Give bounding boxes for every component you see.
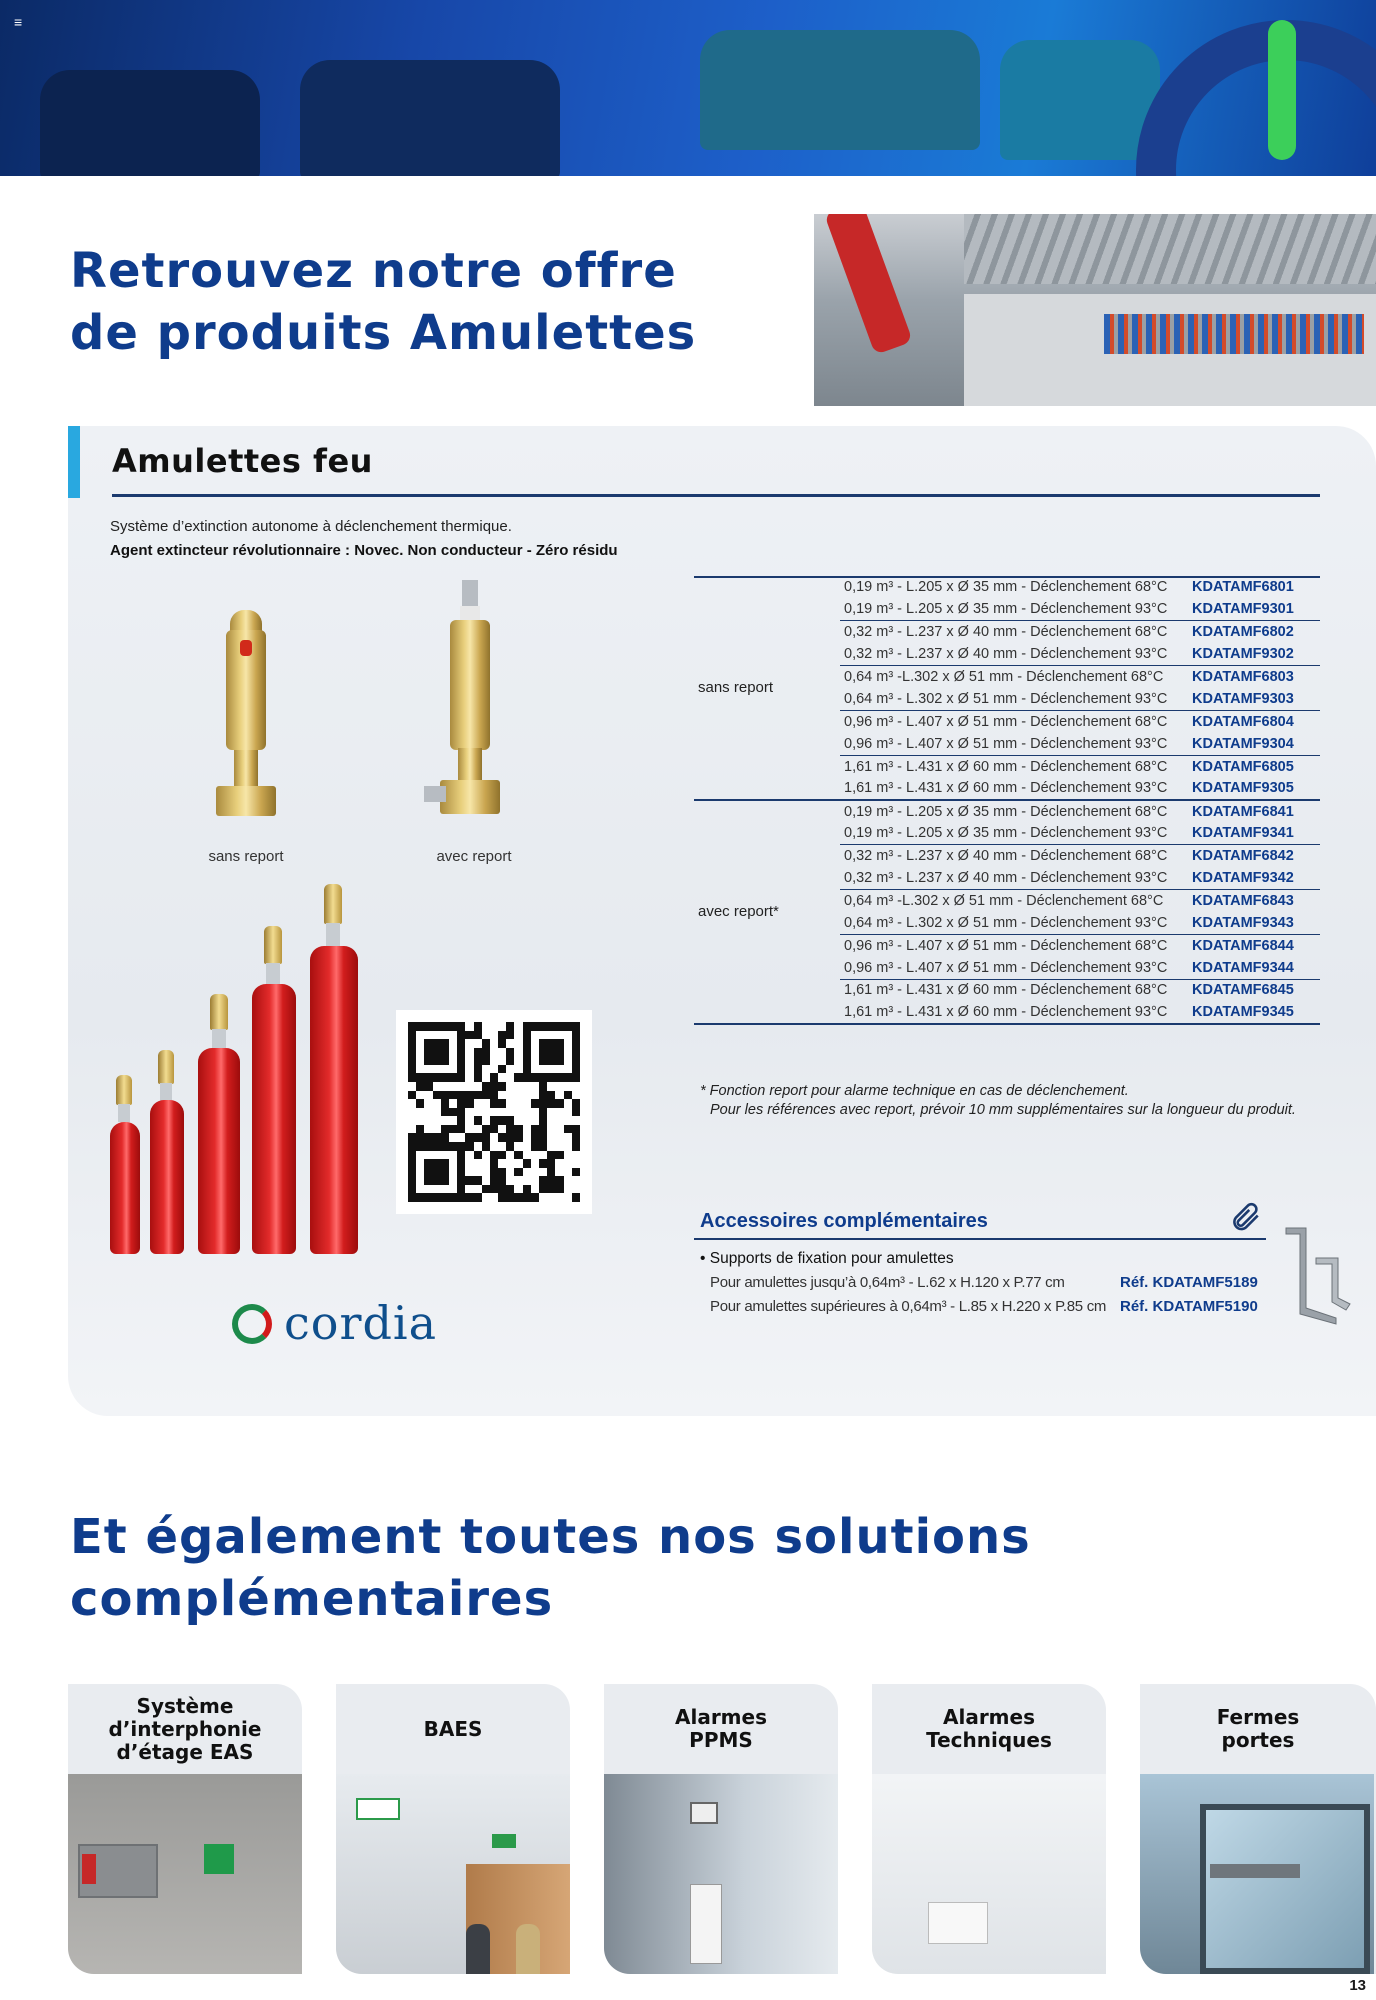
lounge-chair-photo <box>700 30 980 150</box>
accessories-divider <box>694 1238 1266 1240</box>
terminal-block-shape <box>1104 314 1364 354</box>
door-closer-photo <box>1140 1774 1374 1974</box>
lounge-chair-photo <box>1000 40 1160 160</box>
label-sans-report: sans report <box>208 848 284 865</box>
table-cell-description: 1,61 m³ - L.431 x Ø 60 mm - Déclenchement 93°C <box>840 1001 1188 1023</box>
table-cell-reference: KDATAMF6803 <box>1192 669 1294 685</box>
table-cell-description: 0,64 m³ - L.302 x Ø 51 mm - Déclenchement 93°C <box>840 688 1188 710</box>
secondary-title <box>70 1506 1270 1630</box>
lounge-chair-photo <box>300 60 560 176</box>
product-reference-table <box>694 576 1320 1025</box>
table-row <box>694 800 1320 822</box>
table-cell-reference: KDATAMF6844 <box>1192 937 1294 954</box>
decorative-ring <box>1136 20 1376 176</box>
table-cell-reference: KDATAMF9305 <box>1188 778 1320 800</box>
cordia-logo-text: cordia <box>284 1296 438 1350</box>
table-cell-description: 0,32 m³ - L.237 x Ø 40 mm - Déclenchement 93°C <box>840 643 1188 665</box>
amulette-sans-report-image <box>196 600 296 820</box>
table-cell-description: 0,96 m³ - L.407 x Ø 51 mm - Déclenchement 93°C <box>840 733 1188 755</box>
extinguisher-tube-shape <box>824 214 913 355</box>
table-cell-reference: KDATAMF9302 <box>1188 643 1320 665</box>
header-banner <box>0 0 1376 176</box>
electrical-panel-photo <box>814 214 1376 406</box>
table-cell-description: 0,32 m³ - L.237 x Ø 40 mm - Déclenchement 93°C <box>840 867 1188 889</box>
page-title-line: Retrouvez notre offre <box>70 243 677 299</box>
card-baes[interactable] <box>336 1684 570 1974</box>
table-group-label: avec report* <box>694 800 840 1024</box>
page-title-line: de produits Amulettes <box>70 305 697 361</box>
table-cell-reference: KDATAMF9343 <box>1188 912 1320 934</box>
page-number: 13 <box>1349 1977 1366 1994</box>
table-footnote <box>700 1082 1296 1120</box>
section-description: Système d’extinction autonome à déclenchement thermique. <box>110 518 512 535</box>
table-cell-reference: KDATAMF6804 <box>1192 713 1294 730</box>
card-title: Alarmes PPMS <box>674 1705 767 1752</box>
footnote-line: Pour les références avec report, prévoir 10 mm supplémentaires sur la longueur du produit. <box>710 1102 1296 1118</box>
accessory-reference: Réf. KDATAMF5189 <box>1120 1274 1258 1291</box>
table-cell-reference: KDATAMF6842 <box>1192 848 1294 865</box>
table-cell-description: 0,19 m³ - L.205 x Ø 35 mm - Déclenchement 68°C <box>844 579 1168 596</box>
table-cell-reference: KDATAMF6845 <box>1192 982 1294 999</box>
table-cell-description: 0,19 m³ - L.205 x Ø 35 mm - Déclenchement 68°C <box>844 803 1168 820</box>
table-cell-reference: KDATAMF9301 <box>1188 598 1320 620</box>
decorative-bar <box>1268 20 1296 160</box>
card-fermes-portes[interactable] <box>1140 1684 1376 1974</box>
qr-code[interactable] <box>396 1010 592 1214</box>
mounting-bracket-image <box>1276 1218 1356 1328</box>
table-cell-description: 1,61 m³ - L.431 x Ø 60 mm - Déclenchement 93°C <box>840 778 1188 800</box>
card-title: Système d’interphonie d’étage EAS <box>108 1693 262 1764</box>
table-cell-reference: KDATAMF6802 <box>1192 624 1294 641</box>
qr-code-grid <box>408 1022 580 1202</box>
cordia-logo <box>284 1296 437 1350</box>
footnote-line: * Fonction report pour alarme technique en cas de déclenchement. <box>700 1083 1129 1099</box>
section-highlight: Agent extincteur révolutionnaire : Novec. Non conducteur - Zéro résidu <box>110 542 618 559</box>
table-cell-reference: KDATAMF9344 <box>1188 957 1320 979</box>
table-cell-reference: KDATAMF6801 <box>1192 579 1294 596</box>
secondary-title-line: Et également toutes nos solutions <box>70 1509 1031 1565</box>
ppms-alarm-photo <box>604 1774 838 1974</box>
table-cell-reference: KDATAMF9342 <box>1188 867 1320 889</box>
table-cell-reference: KDATAMF6805 <box>1192 758 1294 775</box>
page-title <box>70 240 790 364</box>
table-cell-description: 0,64 m³ -L.302 x Ø 51 mm - Déclenchement 68°C <box>844 669 1164 685</box>
table-cell-description: 0,96 m³ - L.407 x Ø 51 mm - Déclenchement 68°C <box>844 937 1168 954</box>
table-cell-reference: KDATAMF6843 <box>1192 892 1294 909</box>
accessory-description: Pour amulettes supérieures à 0,64m³ - L.85 x H.220 x P.85 cm <box>710 1298 1107 1315</box>
label-avec-report: avec report <box>436 848 512 865</box>
table-cell-description: 0,32 m³ - L.237 x Ø 40 mm - Déclenchement 68°C <box>844 848 1168 865</box>
table-cell-description: 1,61 m³ - L.431 x Ø 60 mm - Déclenchement 68°C <box>844 758 1168 775</box>
table-cell-reference: KDATAMF9345 <box>1188 1001 1320 1023</box>
panel-accent-bar <box>68 426 80 498</box>
accessories-title: Accessoires complémentaires <box>700 1210 988 1232</box>
card-interphonie[interactable] <box>68 1684 302 1974</box>
card-alarmes-techniques[interactable] <box>872 1684 1106 1974</box>
amulette-avec-report-image <box>420 580 520 820</box>
cables-shape <box>964 214 1376 284</box>
card-alarmes-ppms[interactable] <box>604 1684 838 1974</box>
table-cell-description: 0,64 m³ - L.302 x Ø 51 mm - Déclenchement 93°C <box>840 912 1188 934</box>
accessories-bullet: • Supports de fixation pour amulettes <box>700 1250 954 1267</box>
paperclip-icon <box>1228 1200 1262 1243</box>
table-group-label: sans report <box>694 576 840 800</box>
table-cell-reference: KDATAMF6841 <box>1192 803 1294 820</box>
accessory-reference: Réf. KDATAMF5190 <box>1120 1298 1258 1315</box>
lounge-chair-photo <box>40 70 260 176</box>
table-cell-reference: KDATAMF9341 <box>1188 822 1320 844</box>
card-title: Fermes portes <box>1216 1705 1300 1752</box>
table-cell-description: 0,96 m³ - L.407 x Ø 51 mm - Déclenchement 68°C <box>844 713 1168 730</box>
table-cell-reference: KDATAMF9303 <box>1188 688 1320 710</box>
section-divider <box>112 494 1320 497</box>
table-cell-description: 0,64 m³ -L.302 x Ø 51 mm - Déclenchement 68°C <box>844 892 1164 909</box>
table-cell-description: 1,61 m³ - L.431 x Ø 60 mm - Déclenchement 68°C <box>844 982 1168 999</box>
table-cell-description: 0,19 m³ - L.205 x Ø 35 mm - Déclenchement 93°C <box>840 822 1188 844</box>
accessory-description: Pour amulettes jusqu’à 0,64m³ - L.62 x H.120 x P.77 cm <box>710 1274 1065 1291</box>
table-cell-description: 0,96 m³ - L.407 x Ø 51 mm - Déclenchement 93°C <box>840 957 1188 979</box>
corridor-photo <box>336 1774 570 1974</box>
section-title: Amulettes feu <box>112 442 373 480</box>
interphone-photo <box>68 1774 302 1974</box>
table-cell-description: 0,32 m³ - L.237 x Ø 40 mm - Déclenchement 68°C <box>844 624 1168 641</box>
secondary-title-line: complémentaires <box>70 1571 554 1627</box>
technical-alarm-photo <box>872 1774 1106 1974</box>
menu-icon[interactable]: ≡ <box>14 14 23 30</box>
table-cell-description: 0,19 m³ - L.205 x Ø 35 mm - Déclenchement 93°C <box>840 598 1188 620</box>
table-cell-reference: KDATAMF9304 <box>1188 733 1320 755</box>
card-title: BAES <box>423 1716 483 1741</box>
card-title: Alarmes Techniques <box>926 1705 1052 1752</box>
cordia-logo-mark <box>232 1304 272 1344</box>
table-row <box>694 576 1320 598</box>
